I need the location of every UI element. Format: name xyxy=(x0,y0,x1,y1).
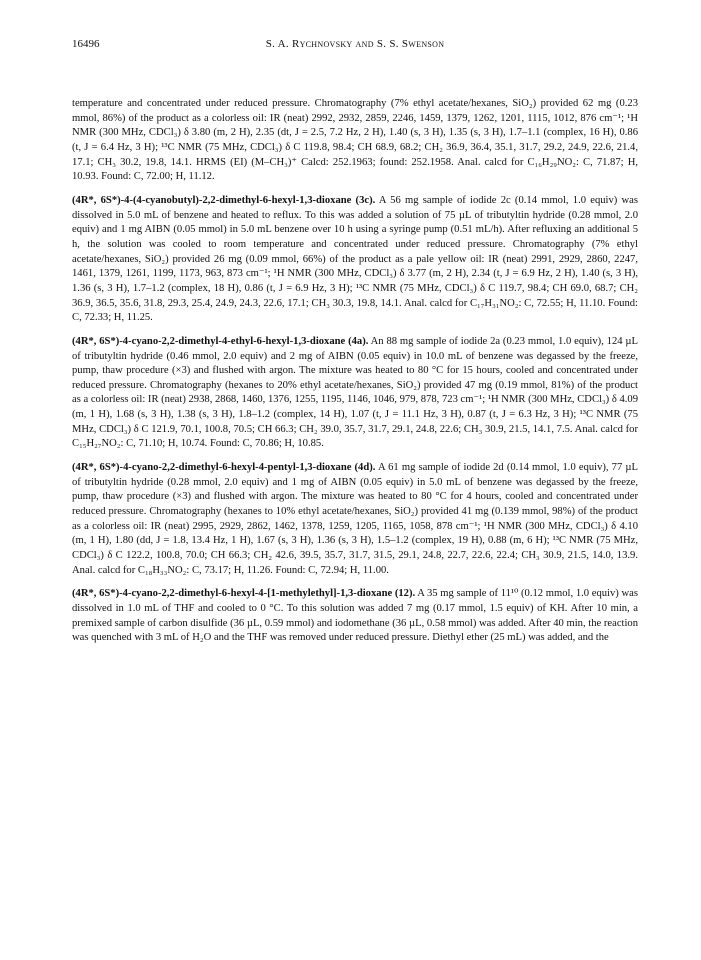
paragraph-text: A 56 mg sample of iodide 2c (0.14 mmol, 1.0 equiv) was dissolved in 5.0 mL of benzene and heated to reflux. To this was added a solution of 75 µL of tributyltin hydride (0.28 mmol, 2.0 equiv) and 1 mg AIBN (0.05 mmol) in 5.0 mL benzene over 10 h using a syringe pump (0.51 mL/h). After refluxing an additional 5 h, the solution was cooled to room temperature and concentrated under reduced pressure. Chromatography (7% ethyl acetate/hexanes, SiO₂) provided 26 mg (0.09 mmol, 66%) of the product as a pale yellow oil: IR (neat) 2991, 2929, 2860, 2247, 1461, 1379, 1261, 1199, 1173, 963, 873 cm⁻¹; ¹H NMR (300 MHz, CDCl₃) δ 3.77 (m, 2 H), 2.34 (t, J = 6.9 Hz, 2 H), 1.40 (s, 3 H), 1.36 (s, 3 H), 1.7–1.2 (complex, 18 H), 0.86 (t, J = 6.9 Hz, 3 H); ¹³C NMR (75 MHz, CDCl₃) δ C 119.7, 98.4; CH 69.0, 68.7; CH₂ 36.9, 36.5, 35.6, 31.8, 29.3, 25.4, 24.9, 24.3, 22.6, 17.1; CH₃ 30.3, 19.8, 14.1. Anal. calcd for C₁₇H₃₁NO₂: C, 72.55; H, 11.10. Found: C, 72.33; H, 11.25. xyxy=(72,194,638,324)
paragraph-text: A 61 mg sample of iodide 2d (0.14 mmol, 1.0 equiv), 77 µL of tributyltin hydride (0.28 mmol, 2.0 equiv) and 1 mg of AIBN (0.05 equiv) in 5.0 mL of benzene was degassed by the freeze, pump, thaw procedure (×3) and flushed with argon. The mixture was heated to 80 °C for 4 hours, cooled and concentrated under reduced pressure. Chromatography (hexanes to 10% ethyl acetate/hexanes, SiO₂) provided 41 mg (0.139 mmol, 98%) of the product as a colorless oil: IR (neat) 2995, 2929, 2862, 1462, 1378, 1259, 1205, 1165, 1058, 878 cm⁻¹; ¹H NMR (300 MHz, CDCl₃) δ 4.10 (m, 1 H), 1.80 (dd, J = 1.8, 13.4 Hz, 1 H), 1.67 (s, 3 H), 1.36 (s, 3 H), 1.5–1.2 (complex, 19 H), 0.88 (m, 6 H); ¹³C NMR (75 MHz, CDCl₃) δ C 122.2, 100.8, 70.0; CH 66.3; CH₂ 42.6, 39.5, 35.7, 31.7, 31.5, 29.1, 24.8, 22.7, 22.6, 22.4; CH₃ 30.9, 21.5, 14.0, 13.9. Anal. calcd for C₁₈H₃₃NO₂: C, 73.17; H, 11.26. Found: C, 72.94; H, 11.00. xyxy=(72,462,638,576)
paragraph-compound-3c xyxy=(72,194,638,326)
paragraph-compound-4a xyxy=(72,335,638,452)
paragraph-text: A 35 mg sample of 11¹⁰ (0.12 mmol, 1.0 equiv) was dissolved in 1.0 mL of THF and cooled to 0 °C. To this solution was added 7 mg (0.17 mmol, 1.5 equiv) of KH. After 10 min, a premixed sample of carbon disulfide (36 µL, 0.59 mmol) and iodomethane (36 µL, 0.58 mmol) was added. After 40 min, the reaction was quenched with 3 mL of H₂O and the THF was removed under reduced pressure. Diethyl ether (25 mL) was added, and the xyxy=(72,588,638,644)
paragraph-compound-12 xyxy=(72,587,638,646)
compound-title: (4R*, 6S*)-4-cyano-2,2-dimethyl-4-ethyl-6-hexyl-1,3-dioxane (4a). xyxy=(72,335,369,347)
paragraph-text: temperature and concentrated under reduced pressure. Chromatography (7% ethyl acetate/hexanes, SiO₂) provided 62 mg (0.23 mmol, 86%) of the product as a colorless oil: IR (neat) 2992, 2932, 2859, 2246, 1459, 1379, 1262, 1201, 1115, 1012, 876 cm⁻¹; ¹H NMR (300 MHz, CDCl₃) δ 3.80 (m, 2 H), 2.35 (dt, J = 2.5, 7.2 Hz, 2 H), 1.40 (s, 3 H), 1.35 (s, 3 H), 1.7–1.1 (complex, 16 H), 0.86 (t, J = 6.4 Hz, 3 H); ¹³C NMR (75 MHz, CDCl₃) δ C 119.8, 98.4; CH 68.9, 68.2; CH₂ 36.9, 36.4, 35.1, 31.7, 29.2, 24.9, 22.6, 21.4, 17.1; CH₃ 30.2, 19.8, 14.1. HRMS (EI) (M–CH₃)⁺ Calcd: 252.1963; found: 252.1958. Anal. calcd for C₁₆H₂₉NO₂: C, 71.87; H, 10.93. Found: C, 72.00; H, 11.12. xyxy=(72,98,638,183)
paragraph-continuation xyxy=(72,97,638,185)
compound-title: (4R*, 6S*)-4-cyano-2,2-dimethyl-6-hexyl-4-pentyl-1,3-dioxane (4d). xyxy=(72,462,376,474)
compound-title: (4R*, 6S*)-4-cyano-2,2-dimethyl-6-hexyl-4-[1-methylethyl]-1,3-dioxane (12). xyxy=(72,588,416,600)
running-head: S. A. Rychnovsky and S. S. Swenson xyxy=(265,38,445,50)
page-number: 16496 xyxy=(72,38,100,50)
page-header xyxy=(72,38,638,54)
compound-title: (4R*, 6S*)-4-(4-cyanobutyl)-2,2-dimethyl-6-hexyl-1,3-dioxane (3c). xyxy=(72,194,376,206)
paragraph-text: An 88 mg sample of iodide 2a (0.23 mmol, 1.0 equiv), 124 µL of tributyltin hydride (0.46 mmol, 2.0 equiv) and 2 mg of AIBN (0.05 equiv) in 10.0 mL of benzene was degassed by the freeze, pump, thaw procedure (×3) and flushed with argon. The mixture was heated to 80 °C for 15 hours, cooled and concentrated under reduced pressure. Chromatography (hexanes to 20% ethyl acetate/hexanes, SiO₂) provided 47 mg (0.19 mmol, 81%) of the product as a colorless oil: IR (neat) 2938, 2868, 1460, 1376, 1255, 1195, 1146, 1046, 979, 878, 723 cm⁻¹; ¹H NMR (300 MHz, CDCl₃) δ 4.09 (m, 1 H), 1.68 (s, 3 H), 1.38 (s, 3 H), 1.8–1.2 (complex, 14 H), 1.07 (t, J = 11.1 Hz, 3 H), 0.87 (t, J = 6.3 Hz, 3 H); ¹³C NMR (75 MHz, CDCl₃) δ C 121.9, 70.1, 100.8, 70.5; CH 66.3; CH₂ 39.0, 35.7, 31.7, 29.1, 24.8, 22.6; CH₃ 30.9, 21.5, 14.1, 7.5. Anal. calcd for C₁₅H₂₇NO₂: C, 71.10; H, 10.74. Found: C, 70.86; H, 10.85. xyxy=(72,335,638,450)
body-text xyxy=(72,97,638,655)
paragraph-compound-4d xyxy=(72,461,638,578)
